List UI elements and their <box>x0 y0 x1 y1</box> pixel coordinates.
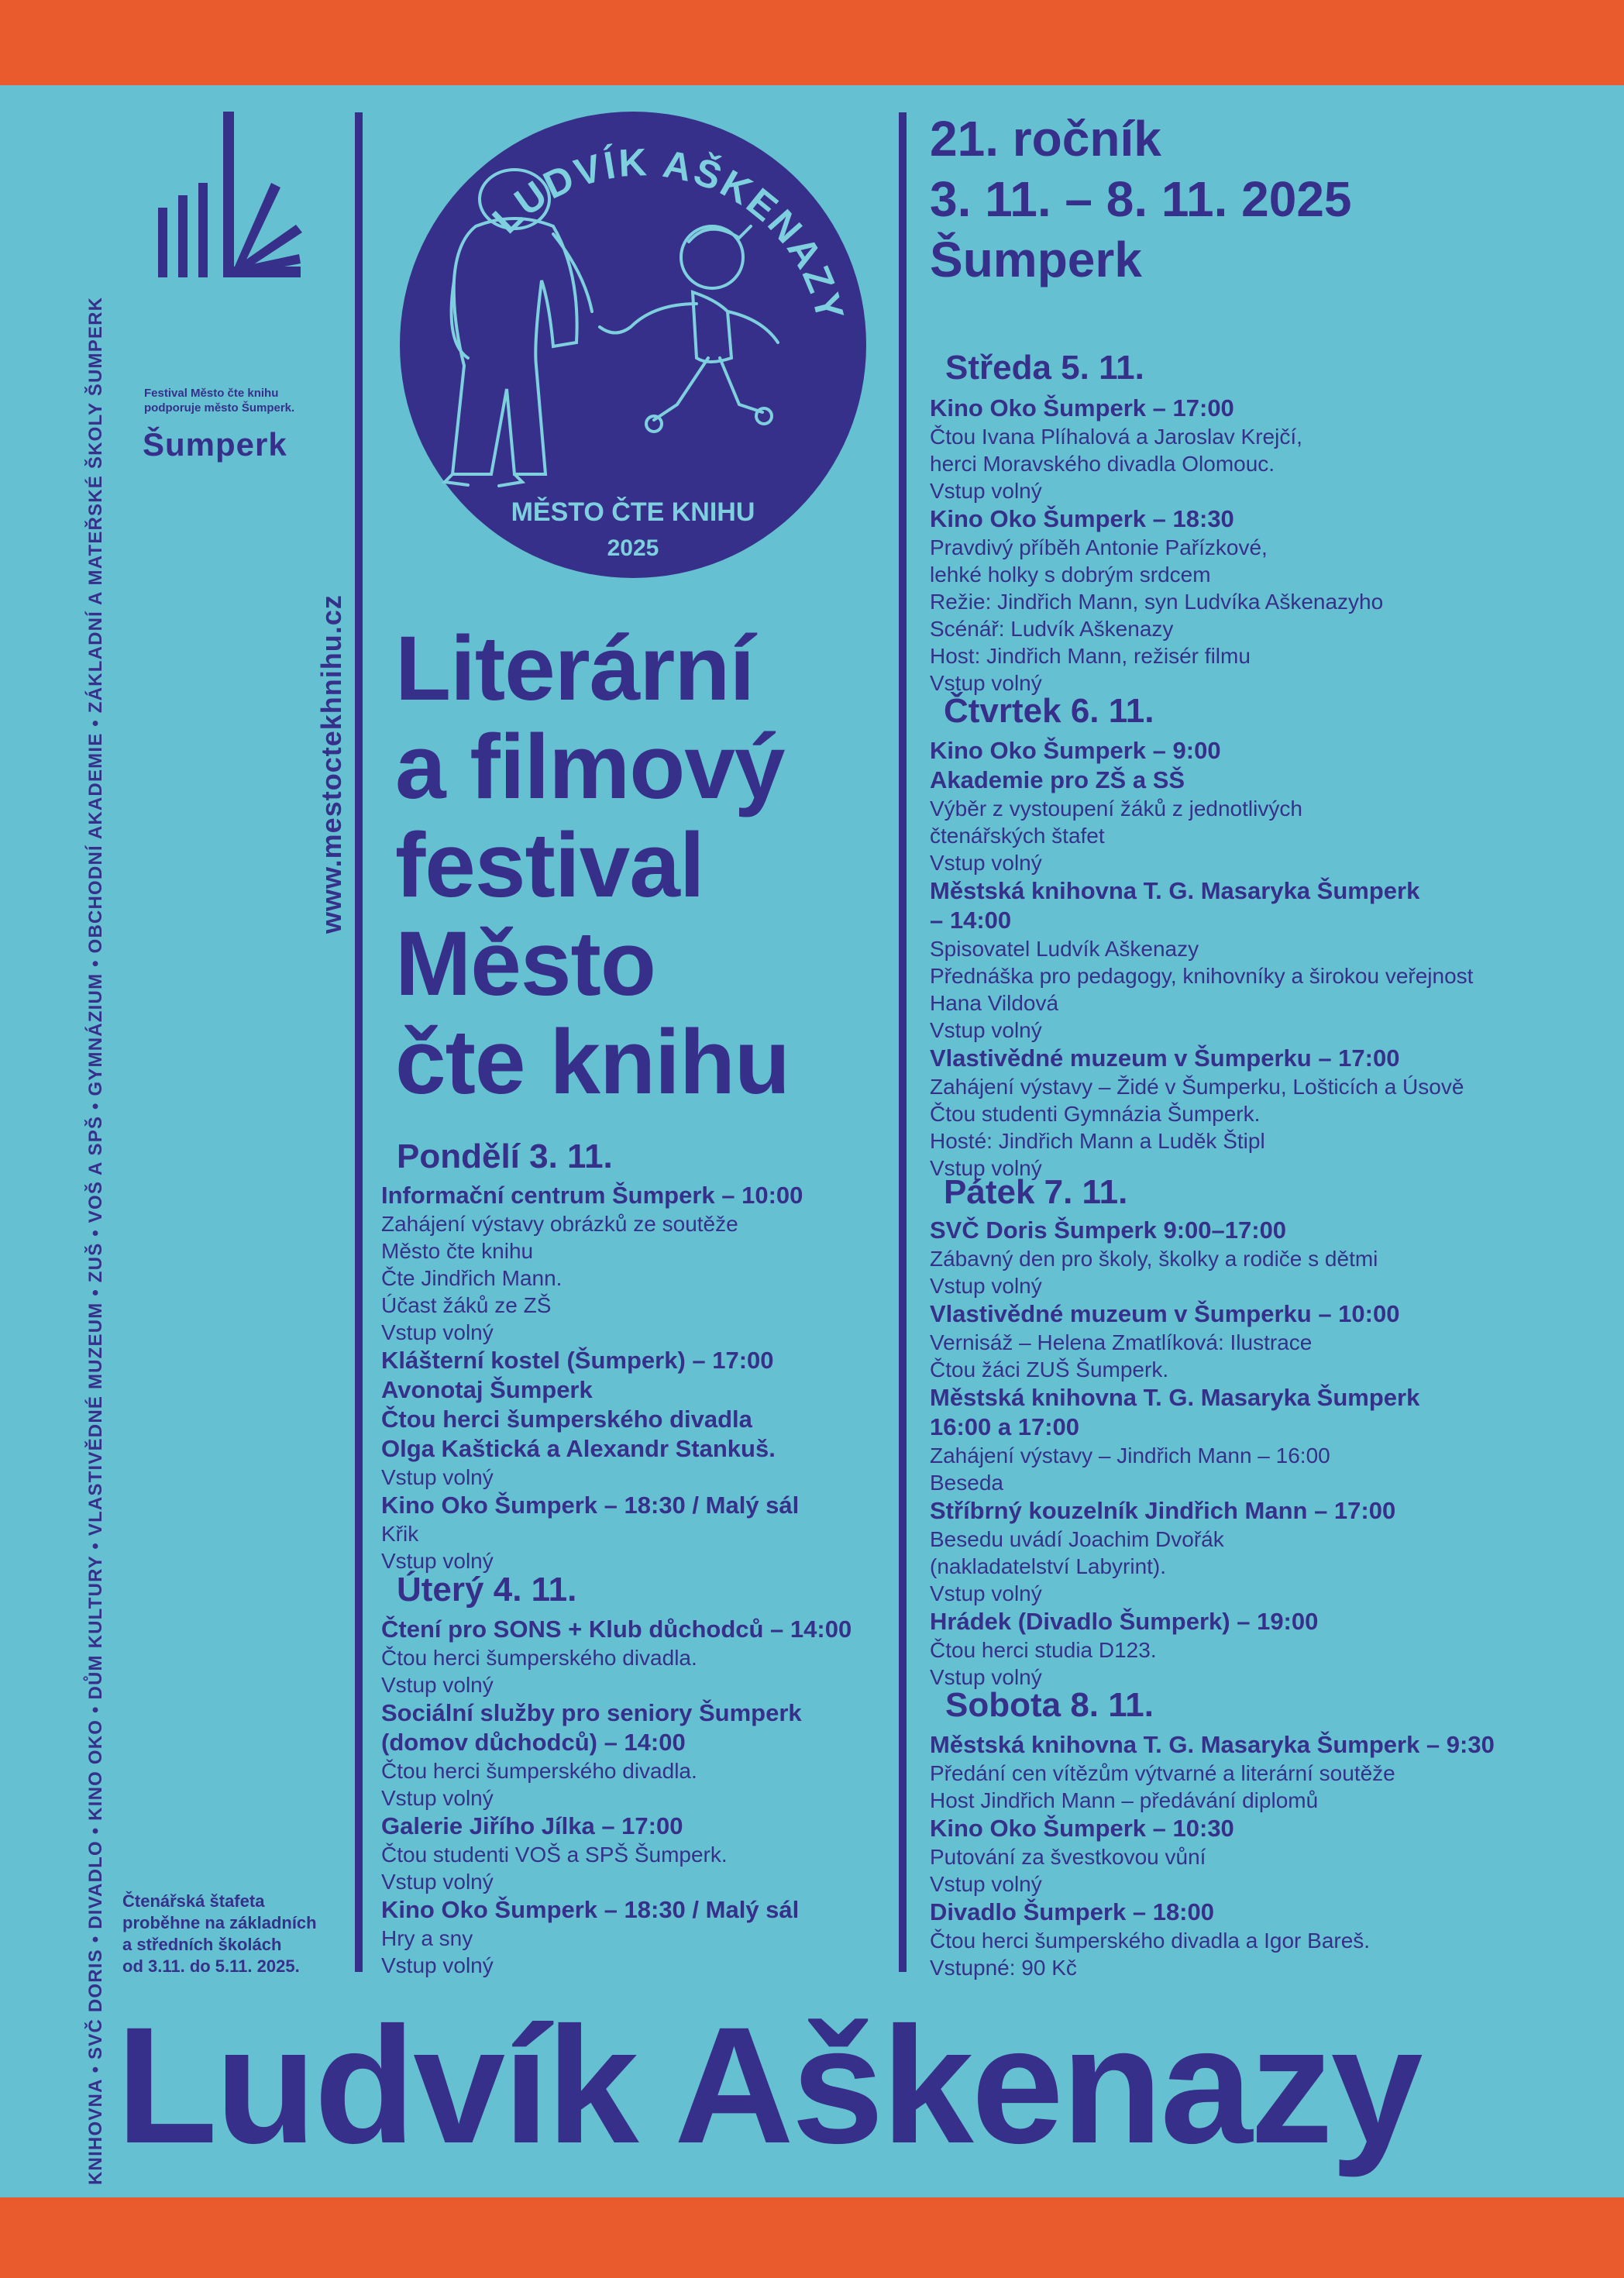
events-friday <box>930 1216 1534 1691</box>
event-detail-line: Čte Jindřich Mann. <box>381 1266 563 1290</box>
event-detail-line: Režie: Jindřich Mann, syn Ludvíka Aškenazyho <box>930 590 1384 614</box>
event-venue-line: Kino Oko Šumperk – 9:00 <box>930 737 1221 764</box>
event-detail-line: Zahájení výstavy obrázků ze soutěže <box>381 1212 738 1236</box>
event-detail-line: Beseda <box>930 1471 1003 1495</box>
event-detail-line: Vstup volný <box>930 1274 1042 1298</box>
event-venue-line: Vlastivědné muzeum v Šumperku – 10:00 <box>930 1300 1400 1327</box>
event-detail-line: Zahájení výstavy – Židé v Šumperku, Lošticích a Úsově <box>930 1075 1464 1099</box>
event-detail-line: Čtou herci šumperského divadla. <box>381 1759 697 1783</box>
event-detail-line: Čtou herci šumperského divadla a Igor Bareš. <box>930 1929 1371 1953</box>
event-detail-line: Vstup volný <box>381 1786 494 1810</box>
event-venue-line: Městská knihovna T. G. Masaryka Šumperk <box>930 877 1420 904</box>
day-heading-friday: Pátek 7. 11. <box>944 1173 1128 1211</box>
title-line: Literární <box>395 618 755 720</box>
event-venue-line: (domov důchodců) – 14:00 <box>381 1729 686 1756</box>
event-venue-line: Stříbrný kouzelník Jindřich Mann – 17:00 <box>930 1497 1396 1524</box>
event-detail-line: Vstup volný <box>930 1872 1042 1896</box>
event-detail-line: Putování za švestkovou vůní <box>930 1845 1206 1869</box>
festival-logo-icon <box>155 108 310 287</box>
event-detail-line: Pravdivý příběh Antonie Pařízkové, <box>930 535 1268 559</box>
support-line-2: podporuje město Šumperk. <box>144 401 295 415</box>
event-detail-line: Vstup volný <box>930 1581 1042 1605</box>
support-line-1: Festival Město čte knihu <box>144 387 279 400</box>
day-heading-monday: Pondělí 3. 11. <box>397 1137 613 1175</box>
badge-line-1: MĚSTO ČTE KNIHU <box>511 497 755 527</box>
event-detail-line: Vstup volný <box>381 1465 494 1489</box>
event-detail-line: Vstup volný <box>381 1320 494 1344</box>
event-detail-line: Přednáška pro pedagogy, knihovníky a širokou veřejnost <box>930 964 1474 988</box>
event-detail-line: lehké holky s dobrým srdcem <box>930 563 1211 587</box>
event-detail-line: Vstup volný <box>381 1673 494 1697</box>
bottom-accent-band <box>0 2197 1624 2278</box>
event-venue-line: Galerie Jiřího Jílka – 17:00 <box>381 1812 683 1839</box>
event-venue-line: Čtou herci šumperského divadla <box>381 1406 752 1433</box>
event-venue-line: Kino Oko Šumperk – 18:30 / Malý sál <box>381 1896 800 1923</box>
event-detail-line: Město čte knihu <box>381 1239 534 1263</box>
event-venue-line: Kino Oko Šumperk – 10:30 <box>930 1815 1234 1842</box>
event-venue-line: 16:00 a 17:00 <box>930 1413 1080 1440</box>
event-detail-line: Vernisáž – Helena Zmatlíková: Ilustrace <box>930 1330 1313 1354</box>
festival-badge <box>398 110 868 580</box>
events-wednesday <box>930 394 1534 697</box>
event-venue-line: Městská knihovna T. G. Masaryka Šumperk – 9:30 <box>930 1731 1495 1758</box>
event-venue-line: Kino Oko Šumperk – 18:30 <box>930 505 1234 532</box>
festival-title <box>395 620 790 1112</box>
event-detail-line: Čtou Ivana Plíhalová a Jaroslav Krejčí, <box>930 425 1302 449</box>
event-detail-line: Vstup volný <box>381 1953 494 1977</box>
support-note <box>144 386 294 415</box>
event-detail-line: čtenářských štafet <box>930 824 1105 848</box>
day-heading-tuesday: Úterý 4. 11. <box>397 1571 577 1609</box>
event-detail-line: Hana Vildová <box>930 991 1059 1015</box>
event-detail-line: Vstup volný <box>381 1870 494 1894</box>
city-logo: Šumperk <box>143 426 287 463</box>
edition-dates: 3. 11. – 8. 11. 2025 <box>930 171 1352 227</box>
event-detail-line: Vstup volný <box>930 1665 1042 1689</box>
event-venue-line: Městská knihovna T. G. Masaryka Šumperk <box>930 1384 1420 1411</box>
event-venue-line: Olga Kaštická a Alexandr Stankuš. <box>381 1435 776 1462</box>
event-detail-line: herci Moravského divadla Olomouc. <box>930 452 1275 476</box>
event-venue-line: Klášterní kostel (Šumperk) – 17:00 <box>381 1347 774 1374</box>
event-venue-line: Hrádek (Divadlo Šumperk) – 19:00 <box>930 1608 1319 1635</box>
event-venue-line: SVČ Doris Šumperk 9:00–17:00 <box>930 1216 1287 1244</box>
event-detail-line: Vstup volný <box>930 479 1042 503</box>
event-venue-line: Kino Oko Šumperk – 17:00 <box>930 394 1234 422</box>
event-venue-line: Sociální služby pro seniory Šumperk <box>381 1699 802 1726</box>
event-detail-line: Čtou herci šumperského divadla. <box>381 1646 697 1670</box>
event-detail-line: Host: Jindřich Mann, režisér filmu <box>930 644 1251 668</box>
footer-author-name: Ludvík Aškenazy <box>116 1993 1421 2178</box>
partners-vertical-text: KNIHOVNA • SVČ DORIS • DIVADLO • KINO OKO • DŮM KULTURY • VLASTIVĚDNÉ MUZEUM • ZUŠ • VOŠ A SPŠ • GYMNÁZIUM • OBCHODNÍ AKADEMIE • ZÁKLADNÍ A MATEŘSKÉ ŠKOLY ŠUMPERK <box>85 296 106 2185</box>
edition-info <box>930 108 1352 290</box>
relay-note: Čtenářská štafeta proběhne na základních a středních školách od 3.11. do 5.11. 2025. <box>122 1891 317 1976</box>
website-link[interactable]: www.mestoctekhnihu.cz <box>315 594 347 934</box>
badge-arc-text: LUDVÍK AŠKENAZY <box>483 140 853 327</box>
day-heading-saturday: Sobota 8. 11. <box>945 1686 1154 1724</box>
event-detail-line: Zábavný den pro školy, školky a rodiče s dětmi <box>930 1247 1378 1271</box>
event-venue-line: Akademie pro ZŠ a SŠ <box>930 766 1185 793</box>
event-detail-line: (nakladatelství Labyrint). <box>930 1554 1167 1578</box>
title-line: Město <box>395 913 655 1015</box>
event-venue-line: Informační centrum Šumperk – 10:00 <box>381 1182 803 1209</box>
day-heading-thursday: Čtvrtek 6. 11. <box>944 692 1154 730</box>
event-detail-line: Čtou studenti VOŠ a SPŠ Šumperk. <box>381 1843 728 1867</box>
top-accent-band <box>0 0 1624 85</box>
event-detail-line: Vstupné: 90 Kč <box>930 1956 1077 1980</box>
event-detail-line: Předání cen vítězům výtvarné a literární soutěže <box>930 1761 1395 1785</box>
title-line: čte knihu <box>395 1011 790 1113</box>
event-detail-line: Účast žáků ze ZŠ <box>381 1293 552 1317</box>
event-detail-line: Hosté: Jindřich Mann a Luděk Štipl <box>930 1129 1265 1153</box>
event-detail-line: Vstup volný <box>930 1156 1042 1180</box>
event-venue-line: Vlastivědné muzeum v Šumperku – 17:00 <box>930 1044 1400 1072</box>
event-detail-line: Vstup volný <box>930 851 1042 875</box>
event-detail-line: Hry a sny <box>381 1926 473 1950</box>
edition-number: 21. ročník <box>930 111 1161 167</box>
badge-line-2: 2025 <box>607 535 659 561</box>
day-heading-wednesday: Středa 5. 11. <box>945 349 1144 387</box>
event-venue-line: – 14:00 <box>930 907 1012 934</box>
events-saturday <box>930 1730 1534 1981</box>
events-tuesday <box>381 1615 986 1979</box>
event-detail-line: Spisovatel Ludvík Aškenazy <box>930 937 1199 961</box>
title-line: festival <box>395 814 704 917</box>
event-venue-line: Čtení pro SONS + Klub důchodců – 14:00 <box>381 1616 852 1643</box>
event-detail-line: Zahájení výstavy – Jindřich Mann – 16:00 <box>930 1444 1330 1468</box>
event-detail-line: Scénář: Ludvík Aškenazy <box>930 617 1174 641</box>
event-venue-line: Avonotaj Šumperk <box>381 1376 593 1403</box>
event-detail-line: Křik <box>381 1522 419 1546</box>
event-detail-line: Host Jindřich Mann – předávání diplomů <box>930 1788 1319 1812</box>
event-detail-line: Čtou žáci ZUŠ Šumperk. <box>930 1358 1169 1382</box>
event-detail-line: Vstup volný <box>930 1018 1042 1042</box>
event-venue-line: Kino Oko Šumperk – 18:30 / Malý sál <box>381 1492 800 1519</box>
event-detail-line: Čtou studenti Gymnázia Šumperk. <box>930 1102 1261 1126</box>
edition-city: Šumperk <box>930 232 1142 287</box>
event-detail-line: Vstup volný <box>381 1549 494 1573</box>
title-line: a filmový <box>395 716 785 818</box>
event-detail-line: Čtou herci studia D123. <box>930 1638 1157 1662</box>
divider-left <box>355 112 363 1972</box>
event-detail-line: Vstup volný <box>930 671 1042 695</box>
events-monday <box>381 1181 986 1574</box>
event-detail-line: Besedu uvádí Joachim Dvořák <box>930 1527 1224 1551</box>
event-venue-line: Divadlo Šumperk – 18:00 <box>930 1898 1214 1925</box>
events-thursday <box>930 736 1534 1182</box>
event-detail-line: Výběr z vystoupení žáků z jednotlivých <box>930 797 1302 821</box>
